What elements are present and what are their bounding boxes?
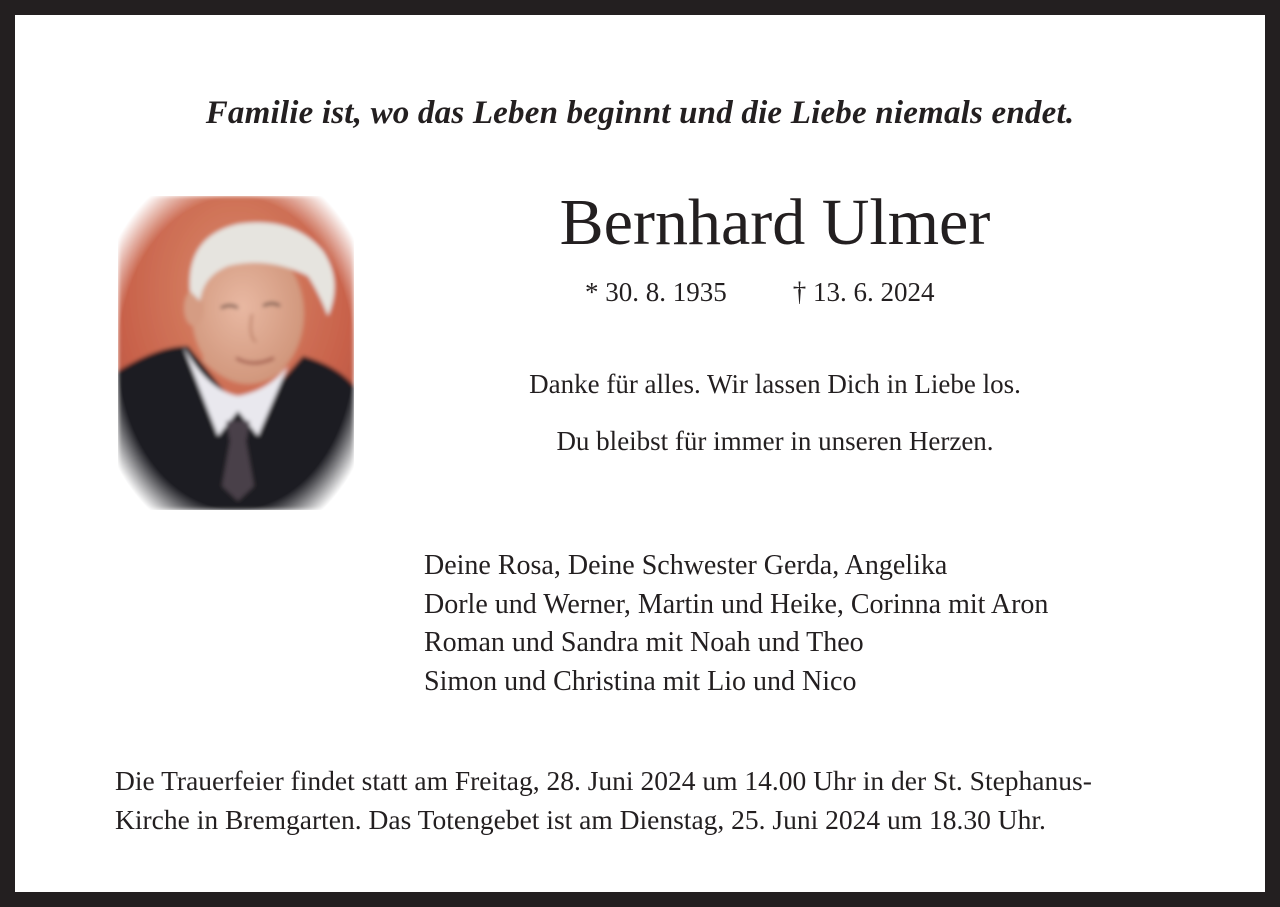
mourners-list (424, 547, 1048, 701)
verse-line: Du bleibst für immer in unseren Herzen. (556, 426, 994, 456)
life-dates (585, 277, 935, 308)
mourners-line: Roman und Sandra mit Noah und Theo (424, 627, 864, 658)
motto-heading: Familie ist, wo das Leben beginnt und die Liebe niemals endet. (205, 95, 1075, 131)
funeral-notice (115, 761, 1175, 839)
portrait-photo (118, 196, 354, 510)
notice-line: Kirche in Bremgarten. Das Totengebet ist am Dienstag, 25. Juni 2024 um 18.30 Uhr. (115, 804, 1046, 835)
deceased-name: Bernhard Ulmer (559, 186, 991, 259)
verse-line: Danke für alles. Wir lassen Dich in Liebe los. (529, 369, 1021, 399)
mourners-line: Simon und Christina mit Lio und Nico (424, 665, 857, 697)
death-date: † 13. 6. 2024 (792, 277, 935, 307)
mourners-line: Dorle und Werner, Martin und Heike, Corinna mit Aron (424, 588, 1049, 620)
notice-line: Die Trauerfeier findet statt am Freitag, 28. Juni 2024 um 14.00 Uhr in der St. Stephanus- (115, 765, 1092, 796)
birth-date: * 30. 8. 1935 (585, 277, 727, 307)
mourners-line: Deine Rosa, Deine Schwester Gerda, Angelika (424, 550, 948, 581)
obituary-card (15, 15, 1265, 892)
